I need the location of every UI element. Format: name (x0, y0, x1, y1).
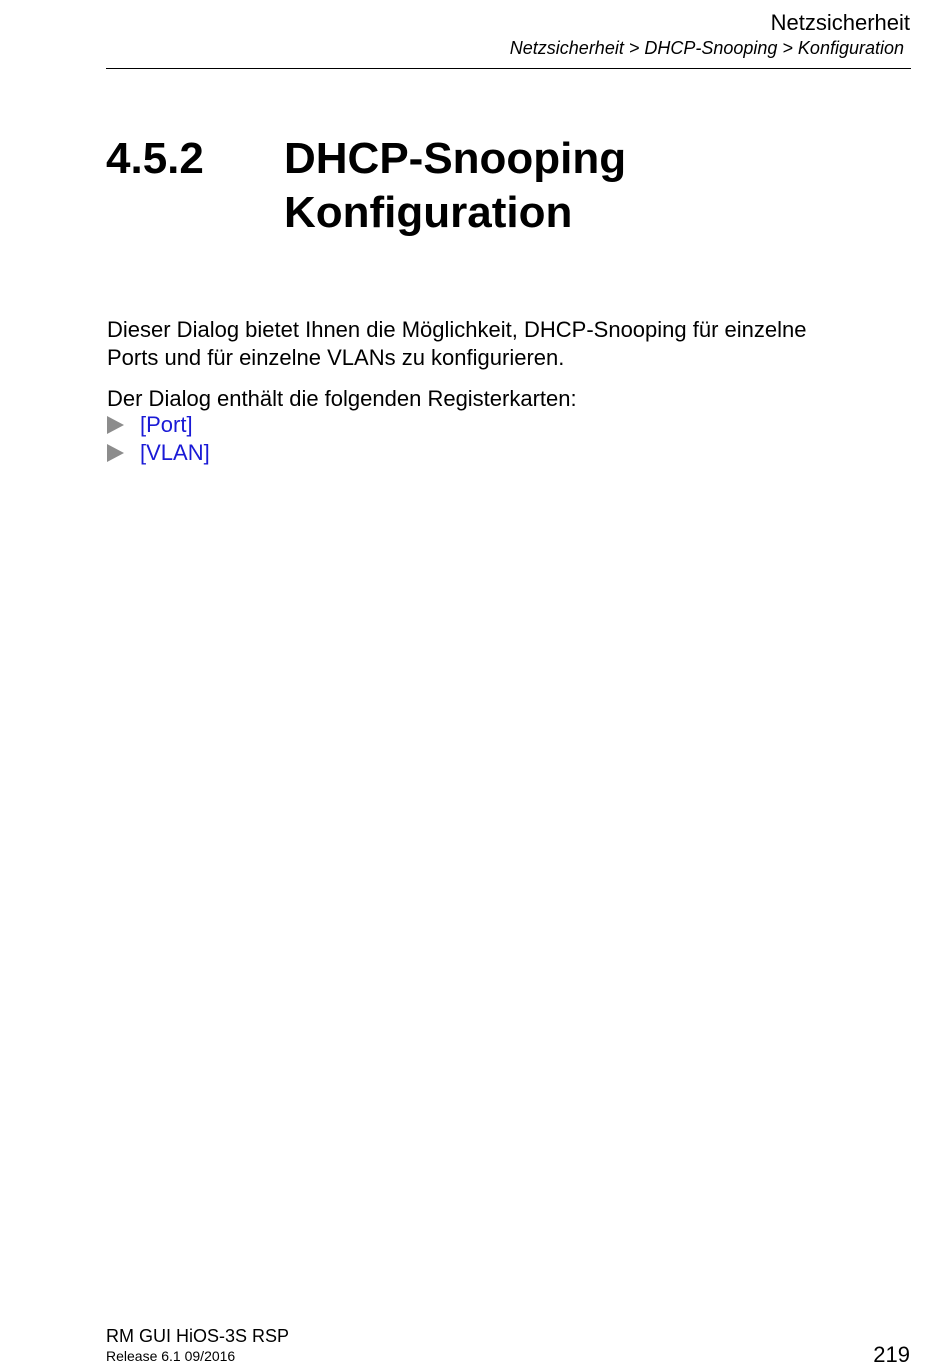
header-divider (106, 68, 911, 69)
triangle-bullet-icon (107, 444, 124, 462)
breadcrumb: Netzsicherheit > DHCP-Snooping > Konfiguration (509, 38, 904, 58)
list-item (107, 439, 210, 467)
intro-line-2: Ports und für einzelne VLANs zu konfigurieren. (107, 345, 565, 370)
page-number: 219 (873, 1342, 910, 1367)
vlan-tab-link[interactable]: [VLAN] (140, 440, 210, 465)
intro-paragraph (107, 316, 907, 372)
footer-product: RM GUI HiOS-3S RSP (106, 1326, 290, 1346)
section-title-line1: DHCP-Snooping (284, 134, 627, 183)
footer-release: Release 6.1 09/2016 (106, 1348, 236, 1364)
section-title (284, 132, 626, 240)
tabs-intro-paragraph: Der Dialog enthält die folgenden Registerkarten: (107, 386, 577, 411)
list-item (107, 411, 210, 439)
tab-list (107, 411, 210, 467)
header-title: Netzsicherheit (770, 10, 910, 35)
section-number: 4.5.2 (106, 134, 204, 183)
port-tab-link[interactable]: [Port] (140, 412, 193, 437)
triangle-bullet-icon (107, 416, 124, 434)
intro-line-1: Dieser Dialog bietet Ihnen die Möglichkeit, DHCP-Snooping für einzelne (107, 317, 807, 342)
section-title-line2: Konfiguration (284, 188, 573, 237)
